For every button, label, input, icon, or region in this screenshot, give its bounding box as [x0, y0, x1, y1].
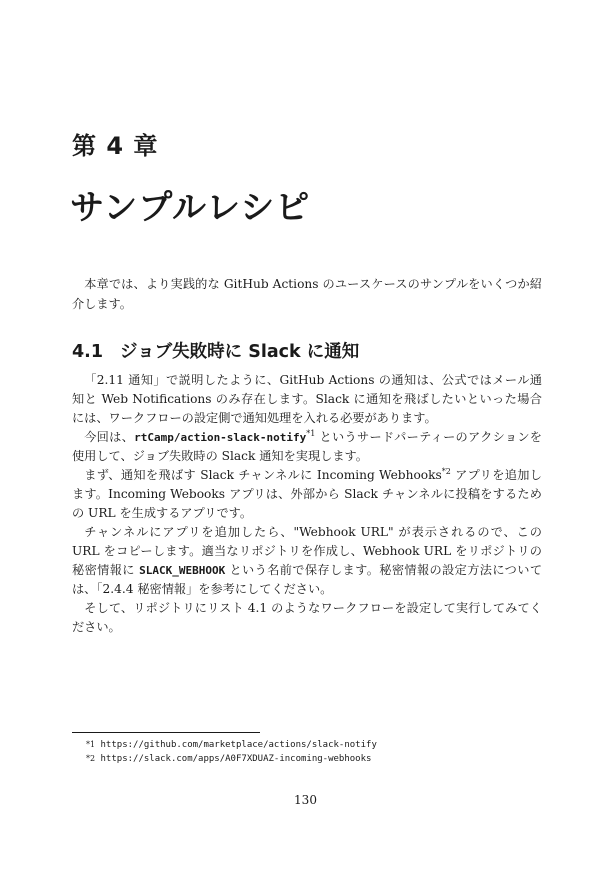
section-number: 4.1: [72, 342, 104, 362]
intro-paragraph: 本章では、より実践的な GitHub Actions のユースケースのサンプルをいくつか紹介します。: [72, 277, 542, 311]
paragraph-4-text-b: という名前で保存します。秘密情報の設定方法については、「2.4.4 秘密情報」を参考にしてください。: [72, 563, 543, 596]
footnote-1-mark: *1: [86, 740, 96, 749]
chapter-title: サンプルレシピ: [70, 188, 311, 228]
paragraph-3-text-a: まず、通知を飛ばす Slack チャンネルに Incoming Webhooks: [84, 468, 442, 482]
footnote-2-mark: *2: [86, 754, 96, 763]
footnote-2: [86, 752, 546, 766]
paragraph-2-text-b: というサードパーティーのアクションを使用して、ジョブ失敗時の Slack 通知を実現します。: [72, 430, 542, 463]
section-heading: [72, 338, 359, 363]
paragraph-1: 「2.11 通知」で説明したように、GitHub Actions の通知は、公式ではメール通知と Web Notifications のみ存在します。Slack に通知を飛ばしたいといった場合には、ワークフローの設定側で通知処理を入れる必要があります。: [72, 373, 542, 425]
paragraph-4-text-a: チャンネルにアプリを追加したら、"Webhook URL" が表示されるので、この URL をコピーします。適当なリポジトリを作成し、Webhook URL をリポジトリの秘密情報に: [72, 525, 542, 577]
page-number: 130: [294, 793, 317, 807]
paragraph-5: そして、リポジトリにリスト 4.1 のようなワークフローを設定して実行してみてください。: [72, 601, 542, 634]
footnote-1-url[interactable]: https://github.com/marketplace/actions/slack-notify: [100, 740, 377, 750]
chapter-label: 第 4 章: [72, 132, 159, 160]
paragraph-2: [72, 428, 542, 466]
paragraph-3-text-b: アプリを追加します。Incoming Webooks アプリは、外部から Slack チャンネルに投稿をするための URL を生成するアプリです。: [72, 468, 542, 520]
footnote-1: [86, 738, 546, 752]
section-body: [72, 371, 542, 637]
chapter-intro: [72, 275, 542, 314]
action-name-code: rtCamp/action-slack-notify: [134, 431, 307, 444]
secret-name-code: SLACK_WEBHOOK: [139, 564, 226, 577]
paragraph-4: [72, 523, 542, 599]
footnote-ref-1[interactable]: *1: [306, 428, 316, 438]
footnote-ref-2[interactable]: *2: [441, 466, 451, 476]
footnote-2-url[interactable]: https://slack.com/apps/A0F7XDUAZ-incoming-webhooks: [100, 754, 372, 764]
section-title: ジョブ失敗時に Slack に通知: [120, 342, 360, 362]
footnotes: [86, 738, 546, 766]
footnote-divider: [72, 732, 260, 733]
paragraph-3: [72, 466, 542, 523]
paragraph-2-text-a: 今回は、: [84, 430, 135, 444]
